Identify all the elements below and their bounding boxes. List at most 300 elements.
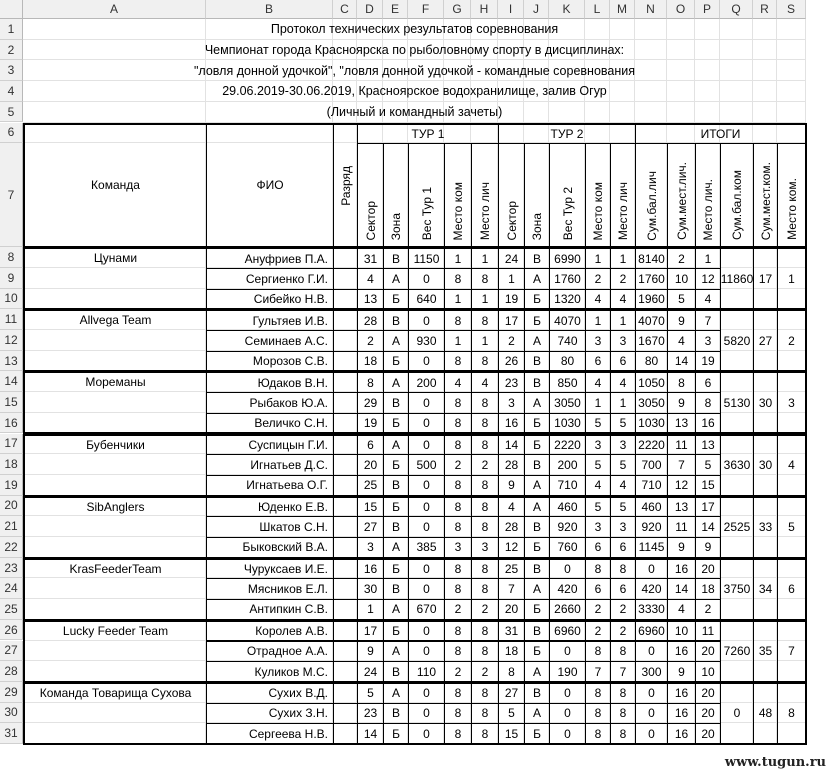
result-cell[interactable]: 0	[635, 682, 668, 704]
result-cell[interactable]: 8	[444, 620, 472, 642]
result-cell[interactable]: 23	[357, 703, 384, 725]
result-cell[interactable]: 8	[471, 413, 499, 435]
result-cell[interactable]: 9	[667, 537, 696, 559]
result-cell[interactable]: А	[383, 599, 409, 621]
column-label-place-pers1[interactable]	[471, 143, 499, 248]
result-cell[interactable]: В	[383, 578, 409, 600]
result-cell[interactable]: 1	[610, 309, 636, 331]
result-cell[interactable]: 8	[585, 703, 611, 725]
row-header[interactable]: 27	[0, 641, 23, 662]
result-cell[interactable]: 0	[635, 703, 668, 725]
participant-name[interactable]: Суспицын Г.И.	[206, 434, 334, 456]
team-sum-places[interactable]: 33	[753, 496, 778, 559]
team-place[interactable]: 2	[777, 309, 807, 372]
column-header[interactable]: A	[23, 0, 206, 19]
result-cell[interactable]: 27	[357, 516, 384, 538]
result-cell[interactable]: 0	[408, 723, 445, 745]
result-cell[interactable]: 2	[610, 620, 636, 642]
result-cell[interactable]: 19	[498, 289, 525, 311]
result-cell[interactable]: 18	[498, 641, 525, 663]
rank-cell[interactable]	[333, 289, 358, 311]
result-cell[interactable]: 0	[408, 516, 445, 538]
result-cell[interactable]: В	[383, 661, 409, 683]
row-header[interactable]: 23	[0, 558, 23, 579]
result-cell[interactable]: 12	[667, 475, 696, 497]
column-header[interactable]: D	[357, 0, 383, 19]
result-cell[interactable]: 700	[635, 454, 668, 476]
team-place[interactable]: 7	[777, 620, 807, 683]
result-cell[interactable]: 460	[549, 496, 586, 518]
result-cell[interactable]: 1	[610, 247, 636, 269]
result-cell[interactable]: Б	[524, 413, 550, 435]
participant-name[interactable]: Антипкин С.В.	[206, 599, 334, 621]
result-cell[interactable]: 460	[635, 496, 668, 518]
column-label-sector1[interactable]	[357, 143, 384, 248]
rank-cell[interactable]	[333, 434, 358, 456]
rank-cell[interactable]	[333, 537, 358, 559]
result-cell[interactable]: Б	[524, 599, 550, 621]
participant-name[interactable]: Семинаев А.С.	[206, 330, 334, 352]
column-label-sum-places-team[interactable]	[753, 143, 778, 248]
result-cell[interactable]: А	[383, 371, 409, 393]
row-header[interactable]: 10	[0, 289, 23, 310]
column-header[interactable]: Q	[720, 0, 753, 19]
result-cell[interactable]: 8	[444, 496, 472, 518]
result-cell[interactable]: 8	[471, 392, 499, 414]
row-header[interactable]: 22	[0, 537, 23, 558]
result-cell[interactable]: 920	[635, 516, 668, 538]
result-cell[interactable]: 25	[498, 558, 525, 580]
result-cell[interactable]: 200	[549, 454, 586, 476]
result-cell[interactable]: 8	[444, 516, 472, 538]
result-cell[interactable]: 2	[471, 661, 499, 683]
result-cell[interactable]: 13	[695, 434, 721, 456]
result-cell[interactable]: 3	[471, 537, 499, 559]
result-cell[interactable]: 26	[498, 351, 525, 373]
result-cell[interactable]: 17	[357, 620, 384, 642]
row-header[interactable]: 25	[0, 599, 23, 620]
row-header[interactable]: 5	[0, 102, 23, 123]
row-header[interactable]: 30	[0, 703, 23, 724]
result-cell[interactable]: 9	[667, 309, 696, 331]
result-cell[interactable]: 4	[498, 496, 525, 518]
result-cell[interactable]: 2220	[635, 434, 668, 456]
result-cell[interactable]: 4070	[635, 309, 668, 331]
result-cell[interactable]: 8	[610, 703, 636, 725]
result-cell[interactable]: 1	[471, 289, 499, 311]
rank-cell[interactable]	[333, 330, 358, 352]
participant-name[interactable]: Быковский В.А.	[206, 537, 334, 559]
row-header[interactable]: 1	[0, 19, 23, 40]
result-cell[interactable]: 740	[549, 330, 586, 352]
result-cell[interactable]: 8	[471, 620, 499, 642]
result-cell[interactable]: 5	[357, 682, 384, 704]
team-sum-places[interactable]: 35	[753, 620, 778, 683]
result-cell[interactable]: 1	[585, 247, 611, 269]
row-header[interactable]: 21	[0, 516, 23, 537]
participant-name[interactable]: Сергиенко Г.И.	[206, 268, 334, 290]
result-cell[interactable]: В	[383, 247, 409, 269]
result-cell[interactable]: Б	[524, 434, 550, 456]
participant-name[interactable]: Игнатьева О.Г.	[206, 475, 334, 497]
rank-cell[interactable]	[333, 723, 358, 745]
team-sum-points[interactable]: 7260	[720, 620, 754, 683]
participant-name[interactable]: Величко С.Н.	[206, 413, 334, 435]
result-cell[interactable]: Б	[524, 723, 550, 745]
column-label-place-team1[interactable]	[444, 143, 472, 248]
result-cell[interactable]: 13	[357, 289, 384, 311]
result-cell[interactable]: А	[524, 578, 550, 600]
result-cell[interactable]: 0	[408, 703, 445, 725]
result-cell[interactable]: В	[524, 351, 550, 373]
participant-name[interactable]: Сухих З.Н.	[206, 703, 334, 725]
team-place[interactable]: 6	[777, 558, 807, 621]
result-cell[interactable]: 10	[667, 620, 696, 642]
result-cell[interactable]: 8	[667, 371, 696, 393]
result-cell[interactable]: 930	[408, 330, 445, 352]
result-cell[interactable]: 0	[408, 641, 445, 663]
result-cell[interactable]: 16	[667, 723, 696, 745]
result-cell[interactable]: 6960	[549, 620, 586, 642]
result-cell[interactable]: 4	[667, 599, 696, 621]
result-cell[interactable]: 0	[408, 413, 445, 435]
team-name[interactable]: Allvega Team	[23, 309, 207, 372]
result-cell[interactable]: 6990	[549, 247, 586, 269]
result-cell[interactable]: 8	[585, 558, 611, 580]
column-label-place-team[interactable]	[777, 143, 807, 248]
result-cell[interactable]: 8	[471, 309, 499, 331]
totals-header[interactable]: ИТОГИ	[635, 123, 807, 145]
row-header[interactable]: 31	[0, 723, 23, 744]
participant-name[interactable]: Мясников Е.Л.	[206, 578, 334, 600]
result-cell[interactable]: 20	[695, 682, 721, 704]
result-cell[interactable]: 1960	[635, 289, 668, 311]
result-cell[interactable]: 4	[585, 475, 611, 497]
participant-name[interactable]: Шкатов С.Н.	[206, 516, 334, 538]
result-cell[interactable]: В	[383, 703, 409, 725]
result-cell[interactable]: 3330	[635, 599, 668, 621]
result-cell[interactable]: 7	[667, 454, 696, 476]
row-header[interactable]: 15	[0, 392, 23, 413]
result-cell[interactable]: 2	[498, 330, 525, 352]
result-cell[interactable]: Б	[524, 641, 550, 663]
column-header[interactable]: K	[549, 0, 585, 19]
result-cell[interactable]: 5	[585, 413, 611, 435]
result-cell[interactable]: А	[524, 392, 550, 414]
row-header[interactable]: 26	[0, 620, 23, 641]
rank-cell[interactable]	[333, 661, 358, 683]
result-cell[interactable]: 0	[408, 309, 445, 331]
result-cell[interactable]: А	[383, 537, 409, 559]
rank-cell[interactable]	[333, 247, 358, 269]
result-cell[interactable]: 3	[498, 392, 525, 414]
result-cell[interactable]: 3050	[635, 392, 668, 414]
result-cell[interactable]: 0	[408, 578, 445, 600]
team-name[interactable]: KrasFeederTeam	[23, 558, 207, 621]
result-cell[interactable]: В	[524, 516, 550, 538]
name-header[interactable]: ФИО	[206, 123, 334, 249]
row-header[interactable]: 20	[0, 496, 23, 517]
result-cell[interactable]: 3050	[549, 392, 586, 414]
result-cell[interactable]: 8	[444, 413, 472, 435]
participant-name[interactable]: Чуруксаев И.Е.	[206, 558, 334, 580]
participant-name[interactable]: Сибейко Н.В.	[206, 289, 334, 311]
result-cell[interactable]: 3	[610, 516, 636, 538]
team-name[interactable]: Мореманы	[23, 371, 207, 434]
column-header[interactable]: B	[206, 0, 333, 19]
result-cell[interactable]: Б	[524, 289, 550, 311]
result-cell[interactable]: 25	[357, 475, 384, 497]
row-header[interactable]: 18	[0, 454, 23, 475]
result-cell[interactable]: 710	[635, 475, 668, 497]
result-cell[interactable]: 5	[610, 454, 636, 476]
result-cell[interactable]: 11	[667, 434, 696, 456]
row-header[interactable]: 9	[0, 268, 23, 289]
result-cell[interactable]: 2	[585, 268, 611, 290]
rank-cell[interactable]	[333, 392, 358, 414]
result-cell[interactable]: 0	[549, 558, 586, 580]
result-cell[interactable]: 1670	[635, 330, 668, 352]
participant-name[interactable]: Королев А.В.	[206, 620, 334, 642]
row-header[interactable]: 24	[0, 578, 23, 599]
result-cell[interactable]: А	[383, 268, 409, 290]
result-cell[interactable]: В	[524, 620, 550, 642]
result-cell[interactable]: 1150	[408, 247, 445, 269]
column-header[interactable]: H	[471, 0, 498, 19]
result-cell[interactable]: 0	[635, 558, 668, 580]
result-cell[interactable]: 7	[585, 661, 611, 683]
result-cell[interactable]: 7	[610, 661, 636, 683]
result-cell[interactable]: 8	[357, 371, 384, 393]
column-label-sum-points-pers[interactable]	[635, 143, 668, 248]
result-cell[interactable]: 18	[695, 578, 721, 600]
result-cell[interactable]: 2	[585, 620, 611, 642]
result-cell[interactable]: 6	[610, 537, 636, 559]
column-label-zone2[interactable]	[524, 143, 550, 248]
result-cell[interactable]: 8	[610, 641, 636, 663]
result-cell[interactable]: 0	[408, 392, 445, 414]
result-cell[interactable]: 2	[585, 599, 611, 621]
result-cell[interactable]: 8	[444, 682, 472, 704]
rank-cell[interactable]	[333, 454, 358, 476]
column-label-zone1[interactable]	[383, 143, 409, 248]
result-cell[interactable]: Б	[383, 289, 409, 311]
result-cell[interactable]: 30	[357, 578, 384, 600]
result-cell[interactable]: 1050	[635, 371, 668, 393]
result-cell[interactable]: 15	[695, 475, 721, 497]
result-cell[interactable]: 8	[610, 682, 636, 704]
result-cell[interactable]: 8	[444, 578, 472, 600]
result-cell[interactable]: 10	[695, 661, 721, 683]
result-cell[interactable]: 8	[471, 496, 499, 518]
rank-cell[interactable]	[333, 309, 358, 331]
participant-name[interactable]: Отрадное А.А.	[206, 641, 334, 663]
result-cell[interactable]: 110	[408, 661, 445, 683]
result-cell[interactable]: 2220	[549, 434, 586, 456]
result-cell[interactable]: 8	[471, 723, 499, 745]
result-cell[interactable]: 1030	[635, 413, 668, 435]
result-cell[interactable]: 8	[444, 392, 472, 414]
result-cell[interactable]: 420	[549, 578, 586, 600]
result-cell[interactable]: 190	[549, 661, 586, 683]
result-cell[interactable]: 5	[695, 454, 721, 476]
result-cell[interactable]: 14	[667, 351, 696, 373]
result-cell[interactable]: 300	[635, 661, 668, 683]
result-cell[interactable]: 31	[357, 247, 384, 269]
result-cell[interactable]: 2	[444, 599, 472, 621]
result-cell[interactable]: 3	[357, 537, 384, 559]
result-cell[interactable]: 17	[498, 309, 525, 331]
participant-name[interactable]: Сергеева Н.В.	[206, 723, 334, 745]
team-sum-points[interactable]: 2525	[720, 496, 754, 559]
result-cell[interactable]: 3	[610, 330, 636, 352]
result-cell[interactable]: 0	[408, 496, 445, 518]
column-label-place-pers[interactable]	[695, 143, 721, 248]
result-cell[interactable]: 24	[357, 661, 384, 683]
result-cell[interactable]: 670	[408, 599, 445, 621]
result-cell[interactable]: 760	[549, 537, 586, 559]
rank-cell[interactable]	[333, 516, 358, 538]
result-cell[interactable]: 0	[408, 268, 445, 290]
result-cell[interactable]: 16	[667, 558, 696, 580]
result-cell[interactable]: 4	[667, 330, 696, 352]
row-header[interactable]: 6	[0, 123, 23, 144]
result-cell[interactable]: 500	[408, 454, 445, 476]
rank-cell[interactable]	[333, 641, 358, 663]
result-cell[interactable]: В	[524, 454, 550, 476]
result-cell[interactable]: А	[524, 703, 550, 725]
result-cell[interactable]: 6	[610, 351, 636, 373]
result-cell[interactable]: 6	[610, 578, 636, 600]
column-header[interactable]: C	[333, 0, 357, 19]
result-cell[interactable]: 4	[357, 268, 384, 290]
result-cell[interactable]: 20	[498, 599, 525, 621]
team-name[interactable]: SibAnglers	[23, 496, 207, 559]
result-cell[interactable]: В	[383, 309, 409, 331]
result-cell[interactable]: 8	[444, 723, 472, 745]
column-label-sum-points-team[interactable]	[720, 143, 754, 248]
result-cell[interactable]: 8	[444, 309, 472, 331]
column-header[interactable]: P	[695, 0, 720, 19]
result-cell[interactable]: В	[383, 516, 409, 538]
result-cell[interactable]: 3	[610, 434, 636, 456]
result-cell[interactable]: 0	[408, 475, 445, 497]
result-cell[interactable]: 8140	[635, 247, 668, 269]
result-cell[interactable]: 16	[667, 682, 696, 704]
team-name[interactable]: Команда Товарища Сухова	[23, 682, 207, 745]
column-header[interactable]: M	[610, 0, 635, 19]
result-cell[interactable]: 4	[695, 289, 721, 311]
row-header[interactable]: 19	[0, 475, 23, 496]
result-cell[interactable]: 80	[635, 351, 668, 373]
participant-name[interactable]: Гультяев И.В.	[206, 309, 334, 331]
result-cell[interactable]: 6	[695, 371, 721, 393]
column-label-sector2[interactable]	[498, 143, 525, 248]
result-cell[interactable]: 31	[498, 620, 525, 642]
result-cell[interactable]: 0	[549, 703, 586, 725]
result-cell[interactable]: В	[524, 371, 550, 393]
result-cell[interactable]: 8	[444, 434, 472, 456]
result-cell[interactable]: 2	[444, 454, 472, 476]
result-cell[interactable]: Б	[383, 413, 409, 435]
result-cell[interactable]: 80	[549, 351, 586, 373]
result-cell[interactable]: 0	[635, 641, 668, 663]
result-cell[interactable]: 8	[444, 351, 472, 373]
result-cell[interactable]: 4	[610, 371, 636, 393]
result-cell[interactable]: 8	[471, 641, 499, 663]
result-cell[interactable]: 19	[695, 351, 721, 373]
result-cell[interactable]: А	[524, 268, 550, 290]
team-sum-points[interactable]: 3750	[720, 558, 754, 621]
row-header[interactable]: 14	[0, 371, 23, 392]
result-cell[interactable]: 8	[471, 558, 499, 580]
row-header[interactable]: 2	[0, 40, 23, 61]
row-header[interactable]: 12	[0, 330, 23, 351]
result-cell[interactable]: 9	[357, 641, 384, 663]
team-sum-points[interactable]: 3630	[720, 434, 754, 497]
result-cell[interactable]: 8	[444, 558, 472, 580]
result-cell[interactable]: 13	[667, 413, 696, 435]
participant-name[interactable]: Юденко Е.В.	[206, 496, 334, 518]
result-cell[interactable]: 8	[444, 703, 472, 725]
result-cell[interactable]: А	[524, 661, 550, 683]
result-cell[interactable]: 5	[610, 496, 636, 518]
result-cell[interactable]: 0	[549, 682, 586, 704]
result-cell[interactable]: В	[524, 558, 550, 580]
result-cell[interactable]: 6	[357, 434, 384, 456]
result-cell[interactable]: 4	[610, 475, 636, 497]
result-cell[interactable]: 8	[444, 641, 472, 663]
result-cell[interactable]: 1	[585, 309, 611, 331]
rank-header[interactable]	[333, 123, 358, 249]
team-sum-places[interactable]: 34	[753, 558, 778, 621]
column-label-weight2[interactable]	[549, 143, 586, 248]
result-cell[interactable]: 0	[635, 723, 668, 745]
result-cell[interactable]: 3	[444, 537, 472, 559]
team-sum-places[interactable]: 48	[753, 682, 778, 745]
result-cell[interactable]: 16	[667, 641, 696, 663]
result-cell[interactable]: 3	[585, 516, 611, 538]
result-cell[interactable]: 8	[610, 558, 636, 580]
rank-cell[interactable]	[333, 268, 358, 290]
result-cell[interactable]: 2	[610, 268, 636, 290]
team-place[interactable]: 5	[777, 496, 807, 559]
row-header[interactable]: 13	[0, 351, 23, 372]
result-cell[interactable]: 20	[357, 454, 384, 476]
result-cell[interactable]: 20	[695, 558, 721, 580]
column-label-place-pers2[interactable]	[610, 143, 636, 248]
result-cell[interactable]: Б	[524, 309, 550, 331]
result-cell[interactable]: 640	[408, 289, 445, 311]
result-cell[interactable]: 1	[498, 268, 525, 290]
row-header[interactable]: 29	[0, 682, 23, 703]
result-cell[interactable]: 3	[585, 434, 611, 456]
result-cell[interactable]: Б	[383, 558, 409, 580]
result-cell[interactable]: 2	[667, 247, 696, 269]
tour2-header[interactable]: ТУР 2	[498, 123, 636, 145]
row-header[interactable]: 28	[0, 661, 23, 682]
result-cell[interactable]: 6	[585, 351, 611, 373]
participant-name[interactable]: Рыбаков Ю.А.	[206, 392, 334, 414]
result-cell[interactable]: Б	[383, 620, 409, 642]
result-cell[interactable]: 12	[498, 537, 525, 559]
team-sum-points[interactable]: 0	[720, 682, 754, 745]
column-label-place-team2[interactable]	[585, 143, 611, 248]
participant-name[interactable]: Куликов М.С.	[206, 661, 334, 683]
result-cell[interactable]: В	[383, 475, 409, 497]
team-sum-points[interactable]: 5820	[720, 309, 754, 372]
column-header[interactable]: F	[408, 0, 444, 19]
